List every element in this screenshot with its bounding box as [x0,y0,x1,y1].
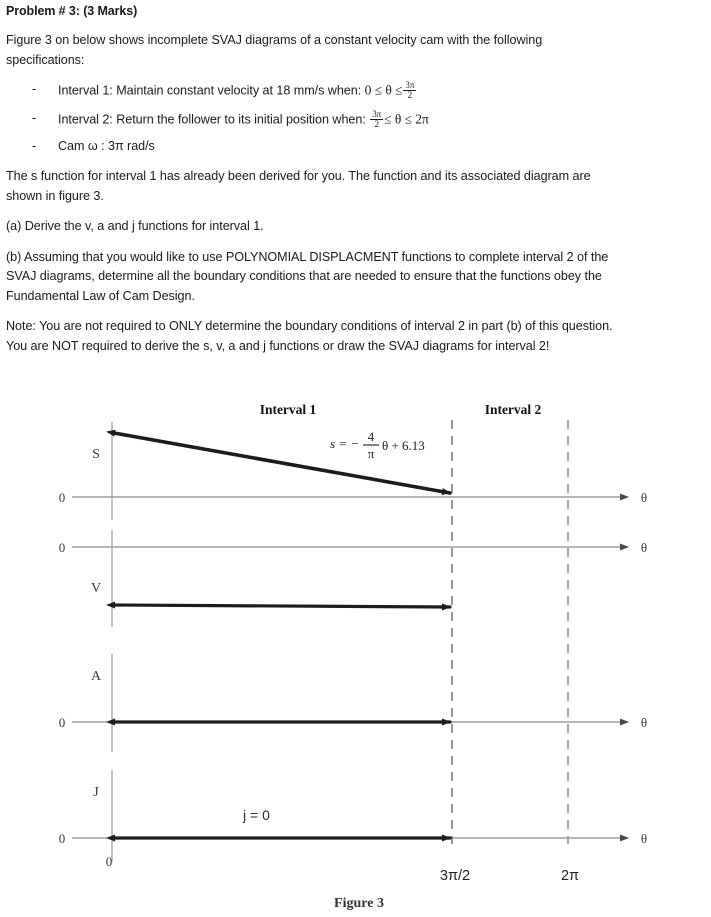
spec-item-interval-2 [6,110,646,130]
s-equation-tail: θ + 6.13 [382,438,425,453]
j-axis-letter: J [93,785,99,800]
a-theta-label: θ [640,715,648,730]
s-theta-label: θ [640,490,648,505]
fraction-numerator: 3π [372,108,382,119]
fraction-denominator: 2 [403,90,416,100]
panel-v [59,530,647,627]
panel-s [59,422,647,520]
spec-item-text: Cam ω : 3π rad/s [58,139,155,154]
part-b-paragraph [6,248,646,307]
a-zero-label: 0 [58,715,66,730]
a-axis-letter: A [90,669,102,684]
v-curve-interval-1 [114,605,450,607]
fraction-denominator: 2 [370,119,383,129]
figure-caption: Figure 3 [334,896,384,911]
page-title: Problem # 3: (3 Marks) [6,4,138,18]
problem-text-block [6,4,646,367]
j-theta-label: θ [640,831,648,846]
tick-label-2pi: 2π [560,868,580,884]
tick-label-3pi-over-2: 3π/2 [439,868,471,884]
part-b-line-3: Fundamental Law of Cam Design. [6,288,195,303]
v-zero-label: 0 [58,540,66,555]
intro-line-2: specifications: [6,52,85,67]
s-equation-frac-denominator: π [367,446,375,461]
s-axis-letter: S [92,447,100,462]
part-a-paragraph: (a) Derive the v, a and j functions for interval 1. [6,219,264,234]
spec-inequality-left: 0 ≤ θ ≤ [364,82,403,98]
spec-inequality-right: ≤ θ ≤ 2π [384,111,429,127]
part-b-line-2: SVAJ diagrams, determine all the boundary conditions that are needed to ensure that the functions obey the [6,269,602,284]
derived-line-1: The s function for interval 1 has already been derived for you. The function and its associated diagram are [6,169,591,184]
interval-2-header: Interval 2 [484,402,542,417]
s-equation-frac-numerator: 4 [367,429,375,444]
fraction-3pi-over-2 [403,81,416,101]
j-zero-label: 0 [58,831,66,846]
origin-zero-label: 0 [105,854,113,869]
note-line-2: You are NOT required to derive the s, v, a and j functions or draw the SVAJ diagrams for interval 2! [6,338,550,353]
list-bullet-dash: - [32,82,37,96]
list-bullet-dash: - [32,110,37,125]
panel-j [59,770,647,869]
jerk-zero-annotation: j = 0 [243,807,270,823]
spec-item-interval-1 [6,81,646,101]
spec-item-text: Interval 2: Return the follower to its initial position when: [58,112,366,127]
part-b-line-1: (b) Assuming that you would like to use POLYNOMIAL DISPLACMENT functions to complete interval 2 of the [6,249,609,264]
s-equation-annotation [330,429,425,461]
interval-1-header: Interval 1 [259,402,317,417]
s-zero-label: 0 [58,490,66,505]
derived-paragraph [6,167,646,206]
intro-line-1: Figure 3 on below shows incomplete SVAJ diagrams of a constant velocity cam with the following [6,33,543,47]
v-axis-letter: V [90,581,102,596]
list-bullet-dash: - [32,139,37,154]
fraction-3pi-over-2 [370,110,383,130]
note-paragraph [6,317,646,356]
specifications-list [6,81,646,155]
svg-text:s = − [330,436,359,451]
v-theta-label: θ [640,540,648,555]
fraction-numerator: 3π [405,80,415,90]
intro-paragraph [6,31,646,70]
panel-a [59,654,647,752]
derived-line-2: shown in figure 3. [6,188,104,203]
svaj-figure [0,392,711,917]
spec-item-text: Interval 1: Maintain constant velocity at 18 mm/s when: [58,83,362,98]
spec-item-cam-omega [6,138,646,155]
note-line-1: Note: You are not required to ONLY determine the boundary conditions of interval 2 in part (b) of this question. [6,319,613,334]
s-equation-lhs: s = − [330,436,360,451]
